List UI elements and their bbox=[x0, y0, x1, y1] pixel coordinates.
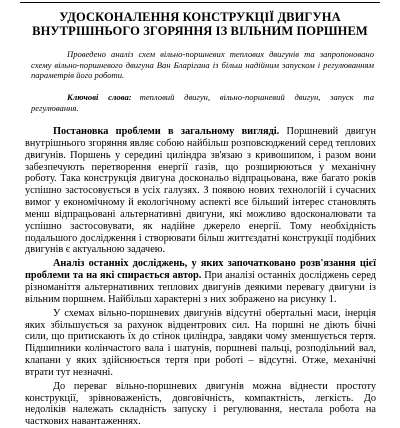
article-body bbox=[25, 126, 376, 428]
header-rule bbox=[20, 2, 380, 3]
paragraph bbox=[25, 381, 376, 428]
keywords bbox=[31, 92, 374, 113]
paragraph bbox=[25, 308, 376, 379]
keywords-label: Ключові слова: bbox=[67, 92, 132, 102]
section-heading: Аналіз останніх досліджень, у яких започатковано розв'язання цієї проблеми та на які спирається автор. bbox=[25, 258, 376, 282]
abstract: Проведено аналіз схем вільно-поршневих теплових двигунів та запропоновано схему вільно-поршневого двигуна Ван Бларігана із більш надійним запуском і регулюванням параметрів його роботи. bbox=[31, 49, 374, 81]
keywords-text: тепловий двигун, вільно-поршневий двигун, запуск та регулювання. bbox=[31, 92, 375, 113]
paragraph-text: Поршневий двигун внутрішнього згоряння являє собою найбільш розповсюджений серед теплових двигунів. Поршень у середині циліндра зв'язаю з кривошипом, і разом вони забезпечують перетворення енергії газів, що розширюються у механічну роботу. Така конструкція двигуна доскональо відпрацьована, вже багато років успішно застосовується в усіх галузях. З появою нових технологій і сучасних вимог у економічному й екологічному аспекті все більший інтерес становлять менш відпрацьовані альтернативні двигуни, які можливо вдосконалювати та успішно застосовувати, як надійне джерело енергії. Тому необхідність подальшого дослідження і створювати більш життєздатні конструкції подібних двигунів є актуальною задачею. bbox=[25, 126, 376, 256]
paragraph bbox=[25, 126, 376, 256]
article-title: УДОСКОНАЛЕННЯ КОНСТРУКЦІЇ ДВИГУНА ВНУТРІШНЬОГО ЗГОРЯННЯ ІЗ ВІЛЬНИМ ПОРШНЕМ bbox=[32, 10, 368, 38]
paragraph-text: У схемах вільно-поршневих двигунів відсутні обертальні маси, інерція яких збільшується за рахунок відцентрових сил. На поршні не діють бічні сили, що притискають їх до стінок циліндра, завдяки чому зменшується тертя. Підшипники колінчастого вала і шатунів, поршневі пальці, розподільний вал, клапани у яких здійснюється тертя при роботі – відсутні. Отже, механічні втрати тут незначні. bbox=[25, 307, 376, 378]
paragraph-text: До переваг вільно-поршневих двигунів можна віднести простоту конструкції, зрівноваженість, довговічність, компактність, легкість. До недоліків належать складність запуску і регулювання, нестала робота на часткових навантаженнях. bbox=[25, 380, 376, 428]
paragraph bbox=[25, 258, 376, 305]
section-heading: Постановка проблеми в загальному вигляді. bbox=[53, 126, 280, 137]
paragraph-text: При аналізі останніх досліджень серед різноманіття альтернативних теплових двигунів деякими перевагу двигуни із вільним поршнем. Найбільш характерні з них зображено на рисунку 1. bbox=[25, 270, 376, 305]
